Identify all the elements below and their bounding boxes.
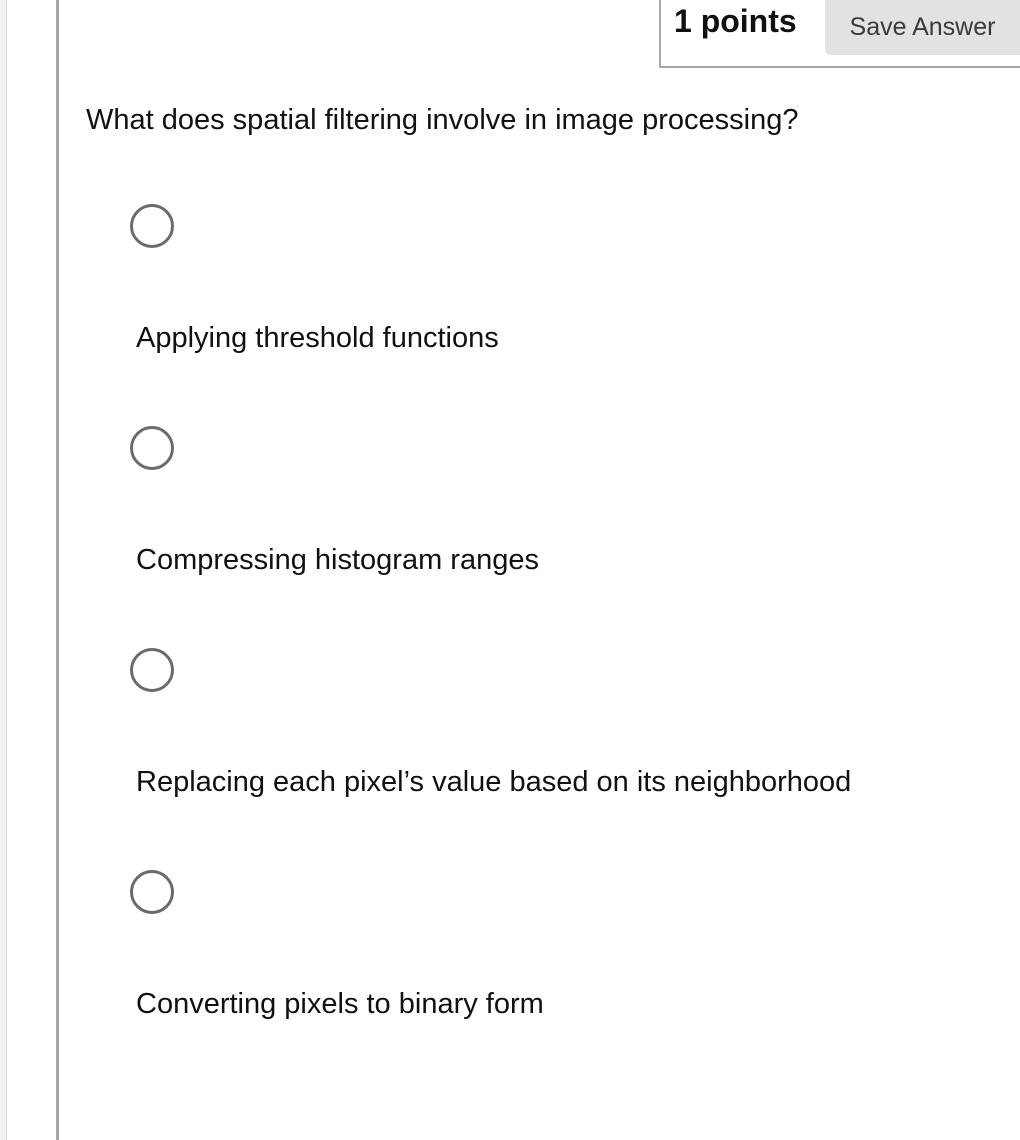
points-label: 1 points <box>674 3 797 39</box>
question-text: What does spatial filtering involve in image processing? <box>86 104 799 136</box>
radio-button-1[interactable] <box>130 204 174 248</box>
radio-button-2[interactable] <box>130 426 174 470</box>
answer-option-label-1[interactable]: Applying threshold functions <box>136 322 499 354</box>
save-answer-button[interactable]: Save Answer <box>825 0 1020 55</box>
radio-button-4[interactable] <box>130 870 174 914</box>
answer-option-4[interactable] <box>128 870 928 1030</box>
answer-option-label-4[interactable]: Converting pixels to binary form <box>136 988 544 1020</box>
answer-option-label-3[interactable]: Replacing each pixel’s value based on its neighborhood <box>136 766 852 798</box>
answer-option-2[interactable] <box>128 426 928 586</box>
answer-option-3[interactable] <box>128 648 928 808</box>
answer-option-1[interactable] <box>128 204 928 364</box>
left-scroll-edge <box>0 0 7 1140</box>
answer-option-label-2[interactable]: Compressing histogram ranges <box>136 544 539 576</box>
radio-button-3[interactable] <box>130 648 174 692</box>
